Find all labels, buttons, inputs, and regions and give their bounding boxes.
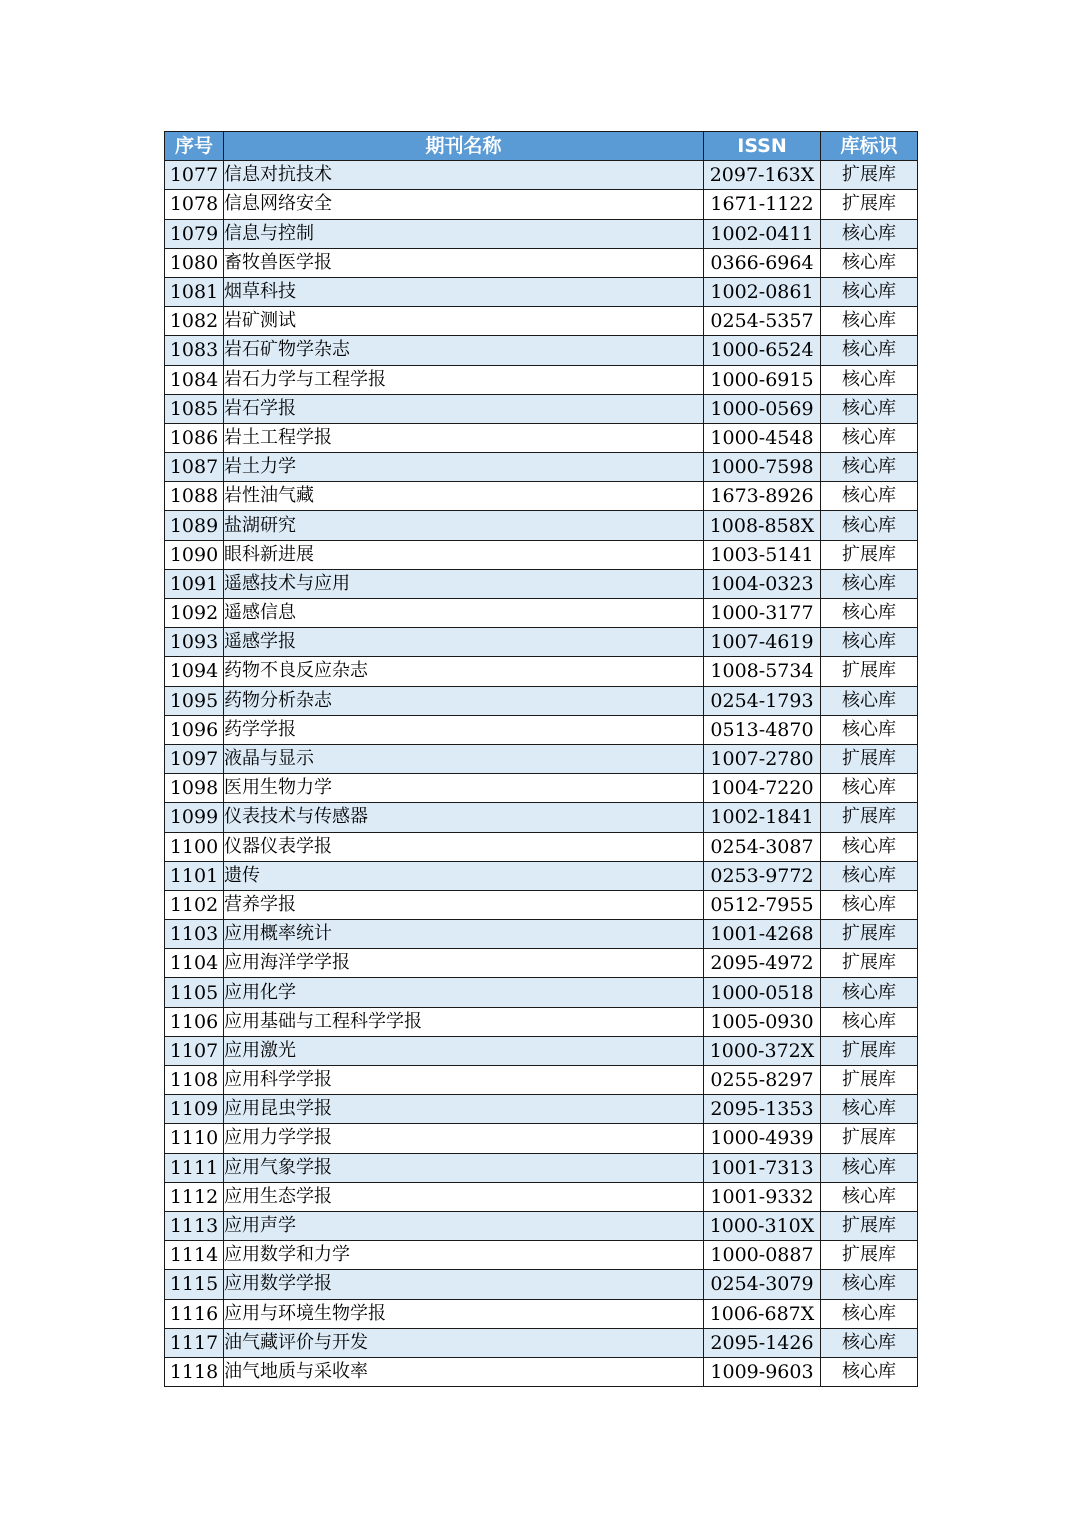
- table-row: [165, 803, 918, 832]
- cell-journal-name: 仪器仪表学报: [224, 832, 704, 861]
- cell-library-tag: 扩展库: [821, 161, 918, 190]
- cell-issn: 1000-6524: [704, 336, 821, 365]
- cell-journal-name: 遗传: [224, 861, 704, 890]
- table-row: [165, 423, 918, 452]
- cell-library-tag: 核心库: [821, 686, 918, 715]
- cell-issn: 1007-2780: [704, 744, 821, 773]
- cell-issn: 1009-9603: [704, 1357, 821, 1386]
- table-row: [165, 774, 918, 803]
- cell-journal-name: 仪表技术与传感器: [224, 803, 704, 832]
- cell-number: 1093: [165, 628, 224, 657]
- cell-number: 1089: [165, 511, 224, 540]
- table-row: [165, 540, 918, 569]
- cell-library-tag: 核心库: [821, 715, 918, 744]
- cell-number: 1099: [165, 803, 224, 832]
- cell-issn: 1000-310X: [704, 1211, 821, 1240]
- cell-issn: 1673-8926: [704, 482, 821, 511]
- cell-number: 1115: [165, 1270, 224, 1299]
- cell-issn: 1002-0411: [704, 219, 821, 248]
- cell-number: 1102: [165, 890, 224, 919]
- cell-issn: 1000-0569: [704, 394, 821, 423]
- cell-library-tag: 扩展库: [821, 190, 918, 219]
- cell-library-tag: 核心库: [821, 394, 918, 423]
- cell-number: 1090: [165, 540, 224, 569]
- cell-issn: 1002-0861: [704, 277, 821, 306]
- cell-number: 1110: [165, 1124, 224, 1153]
- cell-journal-name: 信息网络安全: [224, 190, 704, 219]
- cell-journal-name: 应用激光: [224, 1036, 704, 1065]
- cell-library-tag: 扩展库: [821, 920, 918, 949]
- header-number: 序号: [165, 132, 224, 161]
- cell-number: 1116: [165, 1299, 224, 1328]
- cell-number: 1113: [165, 1211, 224, 1240]
- cell-number: 1083: [165, 336, 224, 365]
- cell-library-tag: 核心库: [821, 1328, 918, 1357]
- cell-issn: 0253-9772: [704, 861, 821, 890]
- cell-journal-name: 畜牧兽医学报: [224, 248, 704, 277]
- cell-library-tag: 核心库: [821, 1270, 918, 1299]
- cell-number: 1095: [165, 686, 224, 715]
- cell-issn: 1004-7220: [704, 774, 821, 803]
- table-row: [165, 248, 918, 277]
- cell-number: 1103: [165, 920, 224, 949]
- table-row: [165, 1095, 918, 1124]
- cell-library-tag: 核心库: [821, 890, 918, 919]
- table-row: [165, 277, 918, 306]
- cell-number: 1112: [165, 1182, 224, 1211]
- table-header: [165, 132, 918, 161]
- cell-issn: 1008-858X: [704, 511, 821, 540]
- cell-journal-name: 应用生态学报: [224, 1182, 704, 1211]
- cell-number: 1109: [165, 1095, 224, 1124]
- cell-number: 1094: [165, 657, 224, 686]
- cell-issn: 1005-0930: [704, 1007, 821, 1036]
- header-library-tag: 库标识: [821, 132, 918, 161]
- table-row: [165, 628, 918, 657]
- cell-issn: 2095-1426: [704, 1328, 821, 1357]
- cell-number: 1087: [165, 453, 224, 482]
- cell-journal-name: 岩石力学与工程学报: [224, 365, 704, 394]
- cell-number: 1098: [165, 774, 224, 803]
- cell-number: 1105: [165, 978, 224, 1007]
- cell-library-tag: 核心库: [821, 832, 918, 861]
- table-row: [165, 890, 918, 919]
- cell-library-tag: 核心库: [821, 1357, 918, 1386]
- cell-journal-name: 盐湖研究: [224, 511, 704, 540]
- cell-number: 1101: [165, 861, 224, 890]
- cell-journal-name: 遥感信息: [224, 599, 704, 628]
- cell-library-tag: 扩展库: [821, 1066, 918, 1095]
- cell-library-tag: 扩展库: [821, 657, 918, 686]
- table-row: [165, 365, 918, 394]
- table-body: [165, 161, 918, 1387]
- table-row: [165, 1328, 918, 1357]
- table-row: [165, 978, 918, 1007]
- cell-library-tag: 核心库: [821, 1095, 918, 1124]
- cell-number: 1106: [165, 1007, 224, 1036]
- table-row: [165, 1036, 918, 1065]
- table-row: [165, 920, 918, 949]
- cell-issn: 0366-6964: [704, 248, 821, 277]
- cell-journal-name: 信息对抗技术: [224, 161, 704, 190]
- table-row: [165, 744, 918, 773]
- table-row: [165, 686, 918, 715]
- cell-library-tag: 核心库: [821, 1153, 918, 1182]
- cell-library-tag: 扩展库: [821, 1036, 918, 1065]
- cell-library-tag: 核心库: [821, 599, 918, 628]
- cell-journal-name: 岩性油气藏: [224, 482, 704, 511]
- cell-number: 1104: [165, 949, 224, 978]
- cell-number: 1078: [165, 190, 224, 219]
- cell-journal-name: 医用生物力学: [224, 774, 704, 803]
- cell-number: 1114: [165, 1241, 224, 1270]
- cell-issn: 2095-4972: [704, 949, 821, 978]
- cell-number: 1108: [165, 1066, 224, 1095]
- table-row: [165, 219, 918, 248]
- cell-journal-name: 遥感学报: [224, 628, 704, 657]
- cell-number: 1086: [165, 423, 224, 452]
- cell-journal-name: 应用力学学报: [224, 1124, 704, 1153]
- cell-issn: 1000-4548: [704, 423, 821, 452]
- cell-journal-name: 液晶与显示: [224, 744, 704, 773]
- cell-number: 1092: [165, 599, 224, 628]
- table-row: [165, 1357, 918, 1386]
- cell-library-tag: 核心库: [821, 336, 918, 365]
- header-journal-name: 期刊名称: [224, 132, 704, 161]
- cell-number: 1117: [165, 1328, 224, 1357]
- table-row: [165, 657, 918, 686]
- cell-journal-name: 岩土工程学报: [224, 423, 704, 452]
- cell-number: 1077: [165, 161, 224, 190]
- cell-library-tag: 核心库: [821, 978, 918, 1007]
- cell-library-tag: 核心库: [821, 248, 918, 277]
- cell-issn: 1002-1841: [704, 803, 821, 832]
- cell-journal-name: 应用数学和力学: [224, 1241, 704, 1270]
- cell-issn: 0255-8297: [704, 1066, 821, 1095]
- table-row: [165, 1066, 918, 1095]
- cell-journal-name: 应用基础与工程科学学报: [224, 1007, 704, 1036]
- cell-number: 1107: [165, 1036, 224, 1065]
- cell-library-tag: 核心库: [821, 861, 918, 890]
- table-row: [165, 307, 918, 336]
- table-row: [165, 336, 918, 365]
- cell-library-tag: 核心库: [821, 1182, 918, 1211]
- cell-issn: 1004-0323: [704, 569, 821, 598]
- cell-issn: 1000-7598: [704, 453, 821, 482]
- cell-library-tag: 核心库: [821, 365, 918, 394]
- cell-issn: 2095-1353: [704, 1095, 821, 1124]
- cell-journal-name: 烟草科技: [224, 277, 704, 306]
- cell-number: 1111: [165, 1153, 224, 1182]
- cell-library-tag: 核心库: [821, 482, 918, 511]
- table-row: [165, 949, 918, 978]
- cell-number: 1100: [165, 832, 224, 861]
- table-row: [165, 1182, 918, 1211]
- cell-number: 1118: [165, 1357, 224, 1386]
- cell-issn: 0513-4870: [704, 715, 821, 744]
- cell-journal-name: 岩石学报: [224, 394, 704, 423]
- cell-journal-name: 岩石矿物学杂志: [224, 336, 704, 365]
- cell-number: 1091: [165, 569, 224, 598]
- cell-issn: 1001-4268: [704, 920, 821, 949]
- cell-number: 1096: [165, 715, 224, 744]
- cell-issn: 1008-5734: [704, 657, 821, 686]
- table-row: [165, 482, 918, 511]
- cell-issn: 2097-163X: [704, 161, 821, 190]
- cell-issn: 1671-1122: [704, 190, 821, 219]
- table-row: [165, 190, 918, 219]
- table-row: [165, 1241, 918, 1270]
- cell-journal-name: 药物分析杂志: [224, 686, 704, 715]
- cell-issn: 1000-4939: [704, 1124, 821, 1153]
- cell-issn: 0512-7955: [704, 890, 821, 919]
- cell-library-tag: 扩展库: [821, 540, 918, 569]
- cell-journal-name: 油气地质与采收率: [224, 1357, 704, 1386]
- table-row: [165, 1270, 918, 1299]
- cell-library-tag: 核心库: [821, 628, 918, 657]
- cell-issn: 0254-3087: [704, 832, 821, 861]
- table-row: [165, 161, 918, 190]
- cell-number: 1085: [165, 394, 224, 423]
- cell-number: 1082: [165, 307, 224, 336]
- table-row: [165, 832, 918, 861]
- cell-issn: 0254-1793: [704, 686, 821, 715]
- cell-journal-name: 遥感技术与应用: [224, 569, 704, 598]
- cell-journal-name: 岩土力学: [224, 453, 704, 482]
- table-row: [165, 569, 918, 598]
- cell-journal-name: 岩矿测试: [224, 307, 704, 336]
- cell-library-tag: 核心库: [821, 307, 918, 336]
- cell-journal-name: 应用与环境生物学报: [224, 1299, 704, 1328]
- table-row: [165, 1153, 918, 1182]
- cell-library-tag: 扩展库: [821, 744, 918, 773]
- cell-journal-name: 信息与控制: [224, 219, 704, 248]
- cell-journal-name: 药物不良反应杂志: [224, 657, 704, 686]
- cell-library-tag: 扩展库: [821, 1211, 918, 1240]
- cell-journal-name: 药学学报: [224, 715, 704, 744]
- cell-number: 1088: [165, 482, 224, 511]
- table-row: [165, 861, 918, 890]
- cell-library-tag: 核心库: [821, 774, 918, 803]
- cell-number: 1081: [165, 277, 224, 306]
- cell-issn: 1000-372X: [704, 1036, 821, 1065]
- cell-library-tag: 核心库: [821, 511, 918, 540]
- table-row: [165, 1211, 918, 1240]
- cell-issn: 1006-687X: [704, 1299, 821, 1328]
- cell-library-tag: 扩展库: [821, 803, 918, 832]
- cell-journal-name: 应用声学: [224, 1211, 704, 1240]
- cell-library-tag: 核心库: [821, 277, 918, 306]
- cell-library-tag: 核心库: [821, 219, 918, 248]
- cell-number: 1080: [165, 248, 224, 277]
- cell-issn: 1003-5141: [704, 540, 821, 569]
- cell-library-tag: 核心库: [821, 423, 918, 452]
- cell-number: 1079: [165, 219, 224, 248]
- cell-library-tag: 核心库: [821, 569, 918, 598]
- cell-issn: 1001-7313: [704, 1153, 821, 1182]
- table-row: [165, 1007, 918, 1036]
- table-row: [165, 599, 918, 628]
- table-row: [165, 1124, 918, 1153]
- header-row: [165, 132, 918, 161]
- table-row: [165, 394, 918, 423]
- cell-issn: 1007-4619: [704, 628, 821, 657]
- table-row: [165, 1299, 918, 1328]
- cell-issn: 1000-6915: [704, 365, 821, 394]
- cell-journal-name: 应用气象学报: [224, 1153, 704, 1182]
- cell-library-tag: 扩展库: [821, 949, 918, 978]
- cell-issn: 1000-3177: [704, 599, 821, 628]
- journal-table: [164, 131, 918, 1387]
- table-row: [165, 453, 918, 482]
- table-row: [165, 715, 918, 744]
- cell-library-tag: 核心库: [821, 1299, 918, 1328]
- cell-journal-name: 应用数学学报: [224, 1270, 704, 1299]
- cell-number: 1097: [165, 744, 224, 773]
- cell-journal-name: 应用昆虫学报: [224, 1095, 704, 1124]
- cell-journal-name: 应用概率统计: [224, 920, 704, 949]
- cell-journal-name: 营养学报: [224, 890, 704, 919]
- cell-issn: 1000-0887: [704, 1241, 821, 1270]
- cell-journal-name: 应用科学学报: [224, 1066, 704, 1095]
- cell-number: 1084: [165, 365, 224, 394]
- cell-issn: 1001-9332: [704, 1182, 821, 1211]
- cell-library-tag: 核心库: [821, 453, 918, 482]
- cell-issn: 0254-5357: [704, 307, 821, 336]
- cell-journal-name: 应用化学: [224, 978, 704, 1007]
- cell-library-tag: 核心库: [821, 1007, 918, 1036]
- cell-journal-name: 油气藏评价与开发: [224, 1328, 704, 1357]
- cell-journal-name: 应用海洋学学报: [224, 949, 704, 978]
- cell-library-tag: 扩展库: [821, 1241, 918, 1270]
- header-issn: ISSN: [704, 132, 821, 161]
- table-row: [165, 511, 918, 540]
- cell-issn: 1000-0518: [704, 978, 821, 1007]
- cell-issn: 0254-3079: [704, 1270, 821, 1299]
- cell-library-tag: 扩展库: [821, 1124, 918, 1153]
- cell-journal-name: 眼科新进展: [224, 540, 704, 569]
